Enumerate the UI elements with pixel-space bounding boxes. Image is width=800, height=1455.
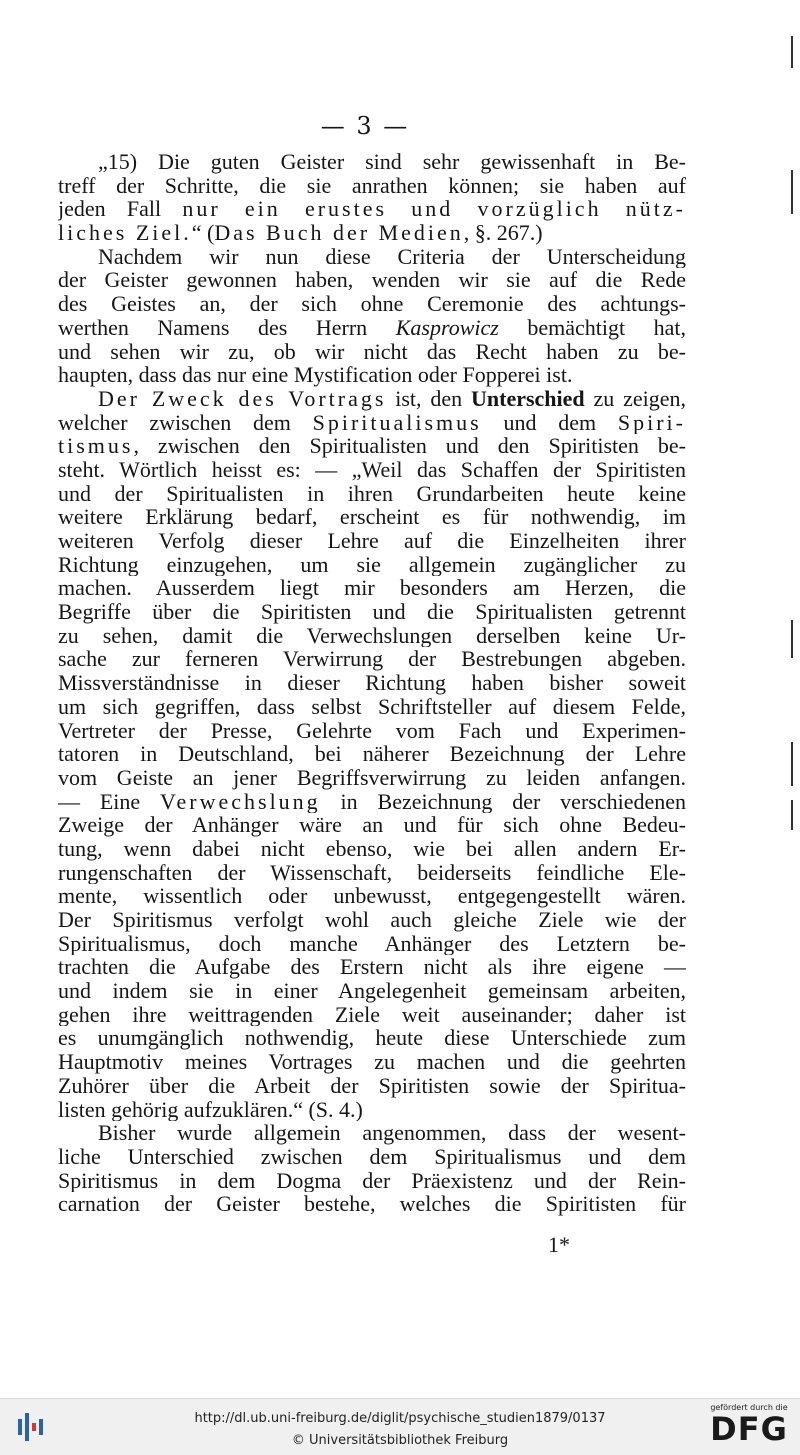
text-line	[58, 576, 686, 600]
text-line	[58, 813, 686, 837]
text-segment: machen. Ausserdem liegt mir besonders am Herzen, die	[58, 576, 686, 601]
text-segment: Bisher wurde allgemein angenommen, dass der wesent-	[98, 1121, 686, 1145]
text-line	[58, 292, 686, 316]
text-segment: der Geister gewonnen haben, wenden wir sie auf die Rede	[58, 268, 686, 293]
text-line	[58, 719, 686, 743]
text-line	[58, 197, 686, 221]
text-line	[58, 1121, 686, 1145]
text-segment: weitere Erklärung bedarf, erscheint es für nothwendig, im	[58, 505, 686, 529]
dfg-logo-icon	[706, 1403, 792, 1446]
edge-mark	[791, 800, 793, 830]
text-segment: zu sehen, damit die Verwechslungen derselben keine Ur-	[58, 623, 686, 648]
edge-mark	[791, 620, 793, 658]
text-segment: es unumgänglich nothwendig, heute diese Unterschiede zum	[58, 1026, 686, 1051]
text-segment: listen gehörig aufzuklären.“ (S. 4.)	[58, 1097, 363, 1122]
text-line	[58, 411, 686, 435]
text-segment: ist, den	[386, 386, 471, 411]
text-line	[58, 553, 686, 577]
text-line	[58, 434, 686, 458]
text-line	[58, 1098, 686, 1122]
text-body	[58, 150, 686, 1216]
dfg-wordmark: DFG	[710, 1410, 788, 1448]
text-segment: Hauptmotiv meines Vortrages zu machen und die geehrten	[58, 1050, 686, 1074]
text-line	[58, 624, 686, 648]
text-segment: Der Spiritismus verfolgt wohl auch gleiche Ziele wie der	[58, 908, 686, 932]
text-line	[58, 150, 686, 174]
text-segment: , zwischen den Spiritualisten und den Spiritisten be-	[133, 434, 686, 458]
text-line	[58, 363, 686, 387]
text-line	[58, 979, 686, 1003]
text-line	[58, 955, 686, 979]
text-line	[58, 316, 686, 340]
text-line	[58, 458, 686, 482]
text-segment: nur ein erustes und vorzüglich nütz-	[182, 197, 686, 222]
text-segment: treff der Schritte, die sie anrathen können; sie haben auf	[58, 173, 686, 198]
text-segment: Unterschied	[471, 386, 585, 411]
text-segment: “ (	[191, 221, 215, 245]
text-line	[58, 529, 686, 553]
text-segment: sache zur ferneren Verwirrung der Bestrebungen abgeben.	[58, 647, 686, 672]
text-segment: und indem sie in einer Angelegenheit gemeinsam arbeiten,	[58, 979, 686, 1003]
text-line	[58, 1003, 686, 1027]
text-line	[58, 221, 686, 245]
edge-mark	[791, 742, 793, 786]
text-line	[58, 387, 686, 411]
text-segment: Der Zweck des Vortrags	[98, 386, 387, 411]
text-segment: und dem	[481, 410, 618, 435]
text-line	[58, 1192, 686, 1216]
text-line	[58, 505, 686, 529]
text-line	[58, 695, 686, 719]
text-segment: tung, wenn dabei nicht ebenso, wie bei allen andern Er-	[58, 836, 686, 861]
footer-url-link[interactable]: http://dl.ub.uni-freiburg.de/diglit/psychische_studien1879/0137	[194, 1411, 606, 1426]
text-segment: tismus	[58, 434, 134, 458]
text-segment: Begriffe über die Spiritisten und die Spiritualisten getrennt	[58, 600, 686, 624]
text-segment: steht. Wörtlich heisst es: — „Weil das Schaffen der Spiritisten	[58, 457, 686, 482]
footer-copyright: © Universitätsbibliothek Freiburg	[291, 1433, 509, 1448]
text-segment: Zweige der Anhänger wäre an und für sich ohne Bedeu-	[58, 813, 686, 837]
text-line	[58, 861, 686, 885]
text-segment: Das Buch der Medien	[214, 221, 464, 245]
text-segment: Spiri-	[617, 410, 686, 435]
text-line	[58, 908, 686, 932]
text-segment: Richtung einzugehen, um sie allgemein zugänglicher zu	[58, 552, 686, 577]
text-segment: Vertreter der Presse, Gelehrte vom Fach und Experimen-	[58, 718, 686, 743]
text-segment: „15) Die guten Geister sind sehr gewissenhaft in Be-	[98, 150, 686, 174]
page-number: — 3 —	[320, 112, 410, 140]
text-segment: Nachdem wir nun diese Criteria der Unterscheidung	[98, 244, 686, 269]
text-segment: in Bezeichnung der verschiedenen	[320, 789, 686, 814]
text-line	[58, 671, 686, 695]
text-segment: bemächtigt hat,	[498, 315, 686, 340]
text-segment: vom Geiste an jener Begriffsverwirrung zu leiden anfangen.	[58, 765, 686, 790]
text-segment: Spiritualismus, doch manche Anhänger des Letztern be-	[58, 931, 686, 956]
text-segment: haupten, dass das nur eine Mystification oder Fopperei ist.	[58, 363, 573, 387]
text-segment: rungenschaften der Wissenschaft, beiderseits feindliche Ele-	[58, 860, 686, 885]
text-segment: werthen Namens des Herrn	[58, 315, 396, 340]
text-line	[58, 340, 686, 364]
text-segment: trachten die Aufgabe des Erstern nicht als ihre eigene —	[58, 955, 686, 980]
edge-mark	[791, 170, 793, 214]
text-line	[58, 766, 686, 790]
viewer-footer	[0, 1398, 800, 1455]
text-segment: liches Ziel.	[58, 221, 192, 245]
text-line	[58, 600, 686, 624]
text-segment: Zuhörer über die Arbeit der Spiritisten sowie der Spiritua-	[58, 1073, 686, 1098]
text-line	[58, 245, 686, 269]
text-segment: welcher zwischen dem	[58, 410, 313, 435]
text-segment: tatoren in Deutschland, bei näherer Bezeichnung der Lehre	[58, 742, 686, 766]
text-segment: jeden Fall	[58, 197, 183, 222]
text-segment: und sehen wir zu, ob wir nicht das Recht haben zu be-	[58, 339, 686, 364]
text-line	[58, 837, 686, 861]
text-line	[58, 1169, 686, 1193]
text-line	[58, 1026, 686, 1050]
text-line	[58, 742, 686, 766]
text-segment: carnation der Geister bestehe, welches die Spiritisten für	[58, 1192, 686, 1216]
text-segment: und der Spiritualisten in ihren Grundarbeiten heute keine	[58, 481, 686, 506]
text-segment: Spiritualismus	[312, 410, 482, 435]
text-segment: Kasprowicz	[395, 315, 499, 340]
text-line	[58, 482, 686, 506]
text-segment: Spiritismus in dem Dogma der Präexistenz und der Rein-	[58, 1168, 686, 1193]
text-segment: um sich gegriffen, dass selbst Schriftsteller auf diesem Felde,	[58, 694, 686, 719]
text-segment: mente, wissentlich oder unbewusst, entgegengestellt wären.	[58, 884, 686, 908]
edge-mark	[791, 36, 793, 68]
text-segment: weiteren Verfolg dieser Lehre auf die Einzelheiten ihrer	[58, 529, 686, 553]
text-line	[58, 1074, 686, 1098]
text-segment: zu zeigen,	[584, 386, 686, 411]
text-line	[58, 884, 686, 908]
text-segment: gehen ihre weittragenden Ziele weit auseinander; daher ist	[58, 1002, 686, 1027]
text-line	[58, 647, 686, 671]
text-line	[58, 932, 686, 956]
dfg-caption: gefördert durch die	[710, 1403, 788, 1412]
text-line	[58, 174, 686, 198]
text-segment: Missverständnisse in dieser Richtung haben bisher soweit	[58, 671, 686, 695]
text-segment: liche Unterschied zwischen dem Spiritualismus und dem	[58, 1144, 686, 1169]
text-line	[58, 790, 686, 814]
text-segment: , §. 267.)	[463, 221, 543, 245]
text-segment: — Eine	[58, 789, 161, 814]
text-segment: Verwechslung	[160, 789, 321, 814]
text-segment: des Geistes an, der sich ohne Ceremonie des achtungs-	[58, 292, 686, 316]
text-line	[58, 268, 686, 292]
signature-mark: 1*	[548, 1232, 570, 1257]
text-line	[58, 1145, 686, 1169]
text-line	[58, 1050, 686, 1074]
